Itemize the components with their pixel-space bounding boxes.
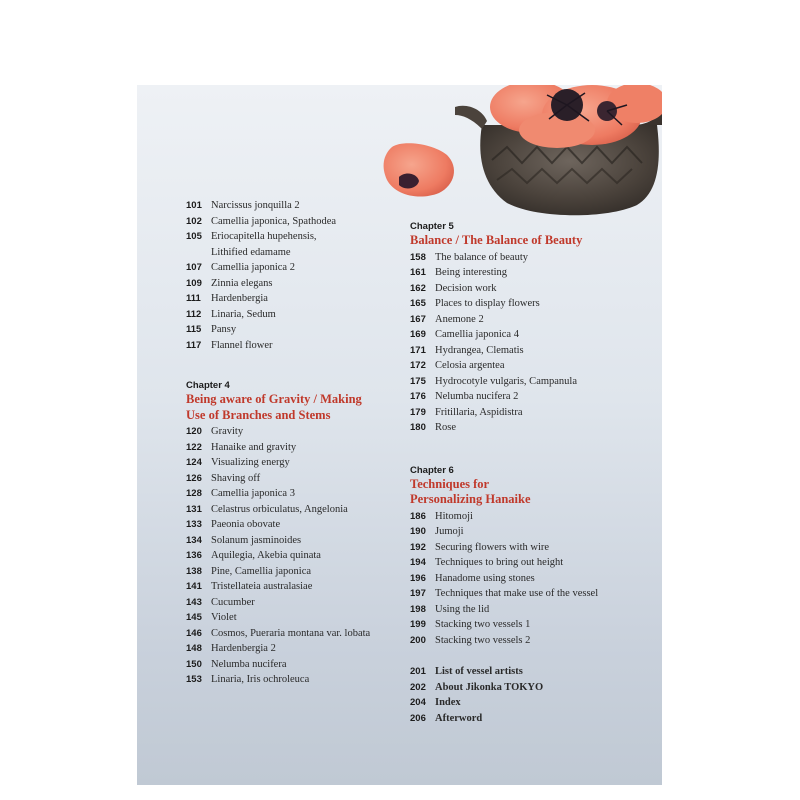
toc-entry [186, 198, 396, 214]
toc-entry [410, 540, 650, 556]
toc-entry [410, 633, 650, 649]
toc-entry [186, 229, 396, 260]
page-number: 115 [186, 324, 202, 335]
page-number: 138 [186, 565, 202, 577]
entry-title: Index [435, 697, 461, 708]
page-number: 141 [186, 581, 202, 592]
entry-title: Afterword [435, 712, 483, 724]
entry-title: Nelumba nucifera 2 [435, 391, 519, 402]
page-number: 171 [410, 344, 426, 356]
entry-title: Celastrus orbiculatus, Angelonia [211, 503, 348, 515]
page-number: 136 [186, 550, 202, 561]
page-number: 148 [186, 643, 202, 654]
toc-entry [186, 564, 396, 580]
toc-entry [410, 680, 650, 696]
entry-title: Hardenbergia [211, 293, 268, 304]
toc-entry [186, 595, 396, 611]
page-number: 145 [186, 612, 202, 623]
toc-entry [410, 420, 650, 436]
page-number: 199 [410, 619, 426, 630]
entry-title: About Jikonka TOKYO [435, 681, 544, 693]
entry-title: Hanadome using stones [435, 572, 535, 584]
entry-title: Decision work [435, 282, 497, 294]
chapter-6-label: Chapter 6 [410, 464, 454, 476]
page-number: 179 [410, 406, 426, 418]
entry-title: Camellia japonica 3 [211, 488, 295, 499]
page-number: 146 [186, 627, 202, 639]
chapter-4-title-line2: Use of Branches and Stems [186, 407, 331, 422]
page-number: 167 [410, 313, 426, 325]
entry-title: Celosia argentea [435, 360, 505, 371]
toc-entry [410, 555, 650, 571]
entry-title-line2: Lithified edamame [211, 246, 291, 258]
entry-title: Using the lid [435, 603, 490, 615]
page-number: 153 [186, 674, 202, 685]
entry-title: Being interesting [435, 267, 508, 278]
page-number: 206 [410, 712, 426, 724]
toc-entry [186, 610, 396, 626]
entry-title: Pansy [211, 324, 237, 335]
page-number: 175 [410, 375, 426, 387]
page-number: 200 [410, 634, 426, 646]
toc-entry [186, 672, 396, 688]
toc-entry [186, 276, 396, 292]
toc-entry [410, 312, 650, 328]
entry-title: Linaria, Iris ochroleuca [211, 674, 310, 685]
entry-title: Hydrocotyle vulgaris, Campanula [435, 375, 578, 387]
page-number: 194 [410, 557, 426, 568]
page-number: 197 [410, 588, 426, 599]
toc-entry [186, 579, 396, 595]
page-number: 150 [186, 658, 202, 670]
toc-entry [186, 291, 396, 307]
entry-title: Aquilegia, Akebia quinata [211, 550, 321, 561]
toc-entry [186, 260, 396, 276]
chapter3-entries-list [186, 198, 396, 353]
entry-title: Paeonia obovate [211, 519, 281, 530]
page-number: 196 [410, 572, 426, 584]
entry-title: Hardenbergia 2 [211, 643, 276, 654]
toc-entry [186, 657, 396, 673]
toc-entry [186, 214, 396, 230]
entry-title: Nelumba nucifera [211, 658, 287, 670]
entry-title: Techniques to bring out height [435, 557, 564, 568]
page-number: 111 [186, 293, 201, 304]
toc-entry [410, 265, 650, 281]
chapter-4-title [186, 392, 396, 423]
toc-entry [410, 524, 650, 540]
toc-entry [186, 338, 396, 354]
page-number: 180 [410, 422, 426, 433]
entry-title: Camellia japonica 2 [211, 262, 295, 273]
entry-title: Fritillaria, Aspidistra [435, 406, 523, 418]
chapter-5-entries-list [410, 250, 650, 436]
toc-entry [186, 455, 396, 471]
toc-entry [186, 424, 396, 440]
toc-entry [186, 486, 396, 502]
chapter-6-title-line2: Personalizing Hanaike [410, 492, 531, 506]
page-number: 126 [186, 472, 202, 484]
page-number: 143 [186, 596, 202, 608]
toc-entry [186, 471, 396, 487]
entry-title: Violet [211, 612, 237, 623]
page-number: 122 [186, 441, 202, 453]
page-number: 124 [186, 457, 202, 468]
entry-title: Gravity [211, 426, 244, 437]
book-page [137, 85, 662, 785]
entry-title: Securing flowers with wire [435, 541, 550, 553]
entry-title: Visualizing energy [211, 457, 290, 468]
toc-entry [410, 358, 650, 374]
toc-entry [186, 517, 396, 533]
toc-entry [410, 617, 650, 633]
chapter-6-title-line1: Techniques for [410, 476, 490, 491]
page-number: 102 [186, 215, 202, 227]
chapter-4-title-line1: Being aware of Gravity / Making [186, 392, 362, 406]
left-column [186, 198, 396, 688]
toc-entry [410, 586, 650, 602]
toc-entry [410, 405, 650, 421]
chapter-6-entries-list [410, 509, 650, 649]
entry-title: Jumoji [435, 526, 464, 537]
entry-title: Stacking two vessels 2 [435, 634, 531, 646]
entry-title: The balance of beauty [435, 251, 528, 263]
page-number: 158 [410, 251, 426, 263]
entry-title: Anemone 2 [435, 313, 484, 325]
toc-entry [186, 641, 396, 657]
page-number: 133 [186, 519, 202, 530]
page-number: 202 [410, 681, 426, 693]
page-number: 169 [410, 329, 426, 340]
entry-title: Linaria, Sedum [211, 308, 276, 320]
entry-title: Techniques that make use of the vessel [435, 588, 599, 599]
page-number: 117 [186, 339, 202, 351]
toc-entry [410, 281, 650, 297]
page-number: 128 [186, 488, 202, 499]
page-number: 172 [410, 360, 426, 371]
toc-entry [410, 571, 650, 587]
page-number: 165 [410, 298, 426, 309]
page-number: 162 [410, 282, 426, 294]
entry-title: Cosmos, Pueraria montana var. lobata [211, 627, 371, 639]
entry-title: Hanaike and gravity [211, 441, 297, 453]
entry-title: Hitomoji [435, 510, 473, 522]
toc-entry [410, 509, 650, 525]
entry-title: Stacking two vessels 1 [435, 619, 531, 630]
page-number: 198 [410, 603, 426, 615]
entry-title: Places to display flowers [435, 298, 540, 309]
toc-entry [186, 548, 396, 564]
toc-entry [410, 374, 650, 390]
right-column [410, 220, 650, 726]
chapter-4-entries-list [186, 424, 396, 688]
toc-entry [186, 502, 396, 518]
chapter-4-label: Chapter 4 [186, 380, 230, 391]
page-number: 176 [410, 391, 426, 402]
entry-title: Cucumber [211, 596, 255, 608]
toc-entry [410, 250, 650, 266]
toc-entry [186, 440, 396, 456]
page-number: 131 [186, 503, 202, 515]
entry-title: Rose [435, 422, 456, 433]
page-number: 190 [410, 526, 426, 537]
toc-entry [410, 296, 650, 312]
toc-entry [410, 664, 650, 680]
page-number: 161 [410, 267, 426, 278]
page-number: 186 [410, 510, 426, 522]
page-number: 101 [186, 200, 202, 211]
entry-title: Tristellateia australasiae [211, 581, 313, 592]
toc-entry [410, 602, 650, 618]
entry-title [211, 229, 317, 260]
entry-title-line1: Eriocapitella hupehensis, [211, 231, 317, 242]
entry-title: Narcissus jonquilla 2 [211, 200, 300, 211]
page-number: 204 [410, 697, 426, 708]
page-number: 112 [186, 308, 202, 320]
page-number: 109 [186, 277, 202, 289]
entry-title: Pine, Camellia japonica [211, 565, 312, 577]
toc-entry [186, 626, 396, 642]
entry-title: Flannel flower [211, 339, 273, 351]
entry-title: Camellia japonica, Spathodea [211, 215, 337, 227]
toc-entry [186, 322, 396, 338]
entry-title: Camellia japonica 4 [435, 329, 519, 340]
toc-entry [410, 389, 650, 405]
entry-title: List of vessel artists [435, 666, 523, 677]
toc-entry [186, 307, 396, 323]
back-matter-list [410, 664, 650, 726]
entry-title: Shaving off [211, 472, 261, 484]
entry-title: Solanum jasminoides [211, 534, 302, 546]
page-number: 134 [186, 534, 202, 546]
entry-title: Hydrangea, Clematis [435, 344, 524, 356]
page-number: 192 [410, 541, 426, 553]
toc-entry [410, 711, 650, 727]
toc-entry [410, 695, 650, 711]
page-number: 120 [186, 426, 202, 437]
chapter-6-title [410, 477, 650, 508]
entry-title: Zinnia elegans [211, 277, 273, 289]
page-number: 201 [410, 666, 426, 677]
page-number: 107 [186, 262, 202, 273]
page-number: 105 [186, 231, 202, 242]
toc-entry [410, 327, 650, 343]
chapter-5-label: Chapter 5 [410, 221, 454, 232]
chapter-5-title: Balance / The Balance of Beauty [410, 233, 583, 247]
toc-entry [410, 343, 650, 359]
toc-entry [186, 533, 396, 549]
